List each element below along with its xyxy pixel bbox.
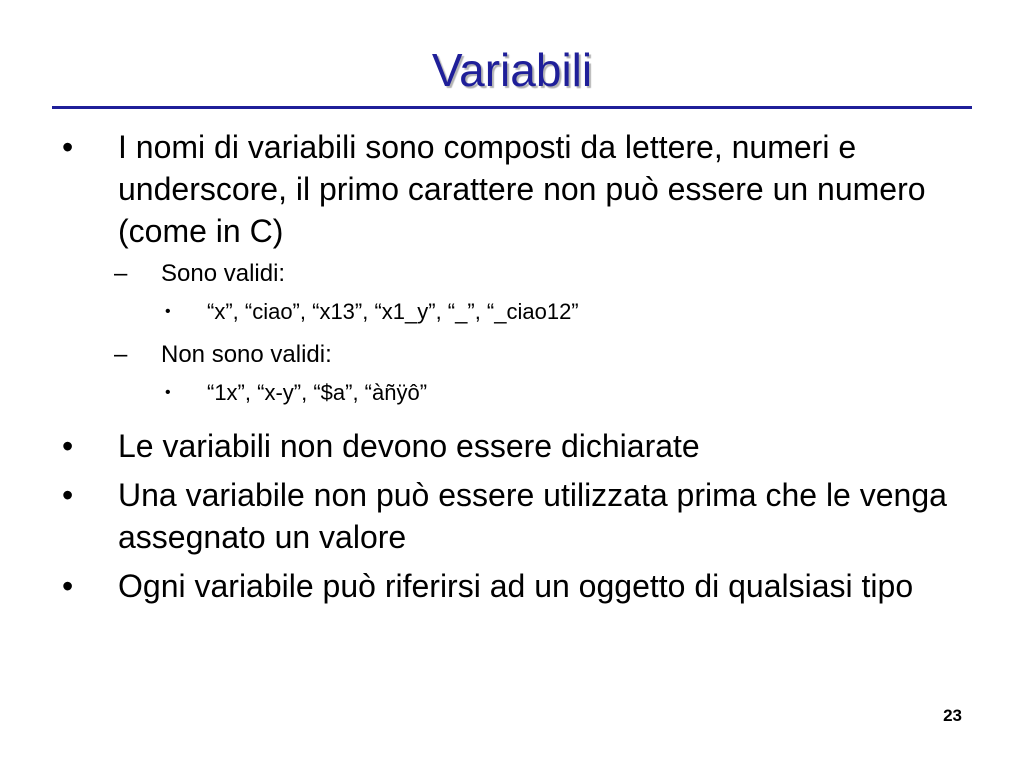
bullet-assignment-required — [0, 474, 1024, 558]
bullet-text: Le variabili non devono essere dichiarate — [118, 428, 700, 464]
sub-bullet-valid — [0, 259, 1024, 289]
examples-text: “x”, “ciao”, “x13”, “x1_y”, “_”, “_ciao12” — [207, 299, 579, 324]
bullet-text: Ogni variabile può riferirsi ad un oggetto di qualsiasi tipo — [118, 568, 914, 604]
dash-marker: – — [114, 260, 128, 287]
bullet-marker: • — [62, 428, 74, 464]
title-underline — [52, 106, 972, 109]
bullet-naming-rules — [0, 126, 1024, 252]
bullet-text: I nomi di variabili sono composti da lettere, numeri e underscore, il primo carattere non può essere un numero (come in C) — [118, 129, 926, 249]
valid-examples — [0, 298, 1024, 326]
invalid-examples — [0, 379, 1024, 407]
slide-title: Variabili — [431, 44, 593, 96]
sub-bullet-text: Sono validi: — [161, 260, 286, 287]
bullet-marker: • — [62, 568, 74, 604]
sub-bullet-text: Non sono validi: — [161, 341, 332, 368]
bullet-any-type — [0, 565, 1024, 607]
sub-bullet-invalid — [0, 340, 1024, 370]
page-number: 23 — [943, 706, 962, 725]
dash-marker: – — [114, 341, 128, 368]
bullet-no-declaration — [0, 425, 1024, 467]
bullet-marker: • — [165, 384, 171, 401]
examples-text: “1x”, “x-y”, “$a”, “àñÿô” — [207, 380, 428, 405]
bullet-marker: • — [62, 129, 74, 165]
bullet-marker: • — [165, 303, 171, 320]
slide-content — [0, 126, 1024, 614]
bullet-text: Una variabile non può essere utilizzata prima che le venga assegnato un valore — [118, 477, 947, 555]
bullet-marker: • — [62, 477, 74, 513]
